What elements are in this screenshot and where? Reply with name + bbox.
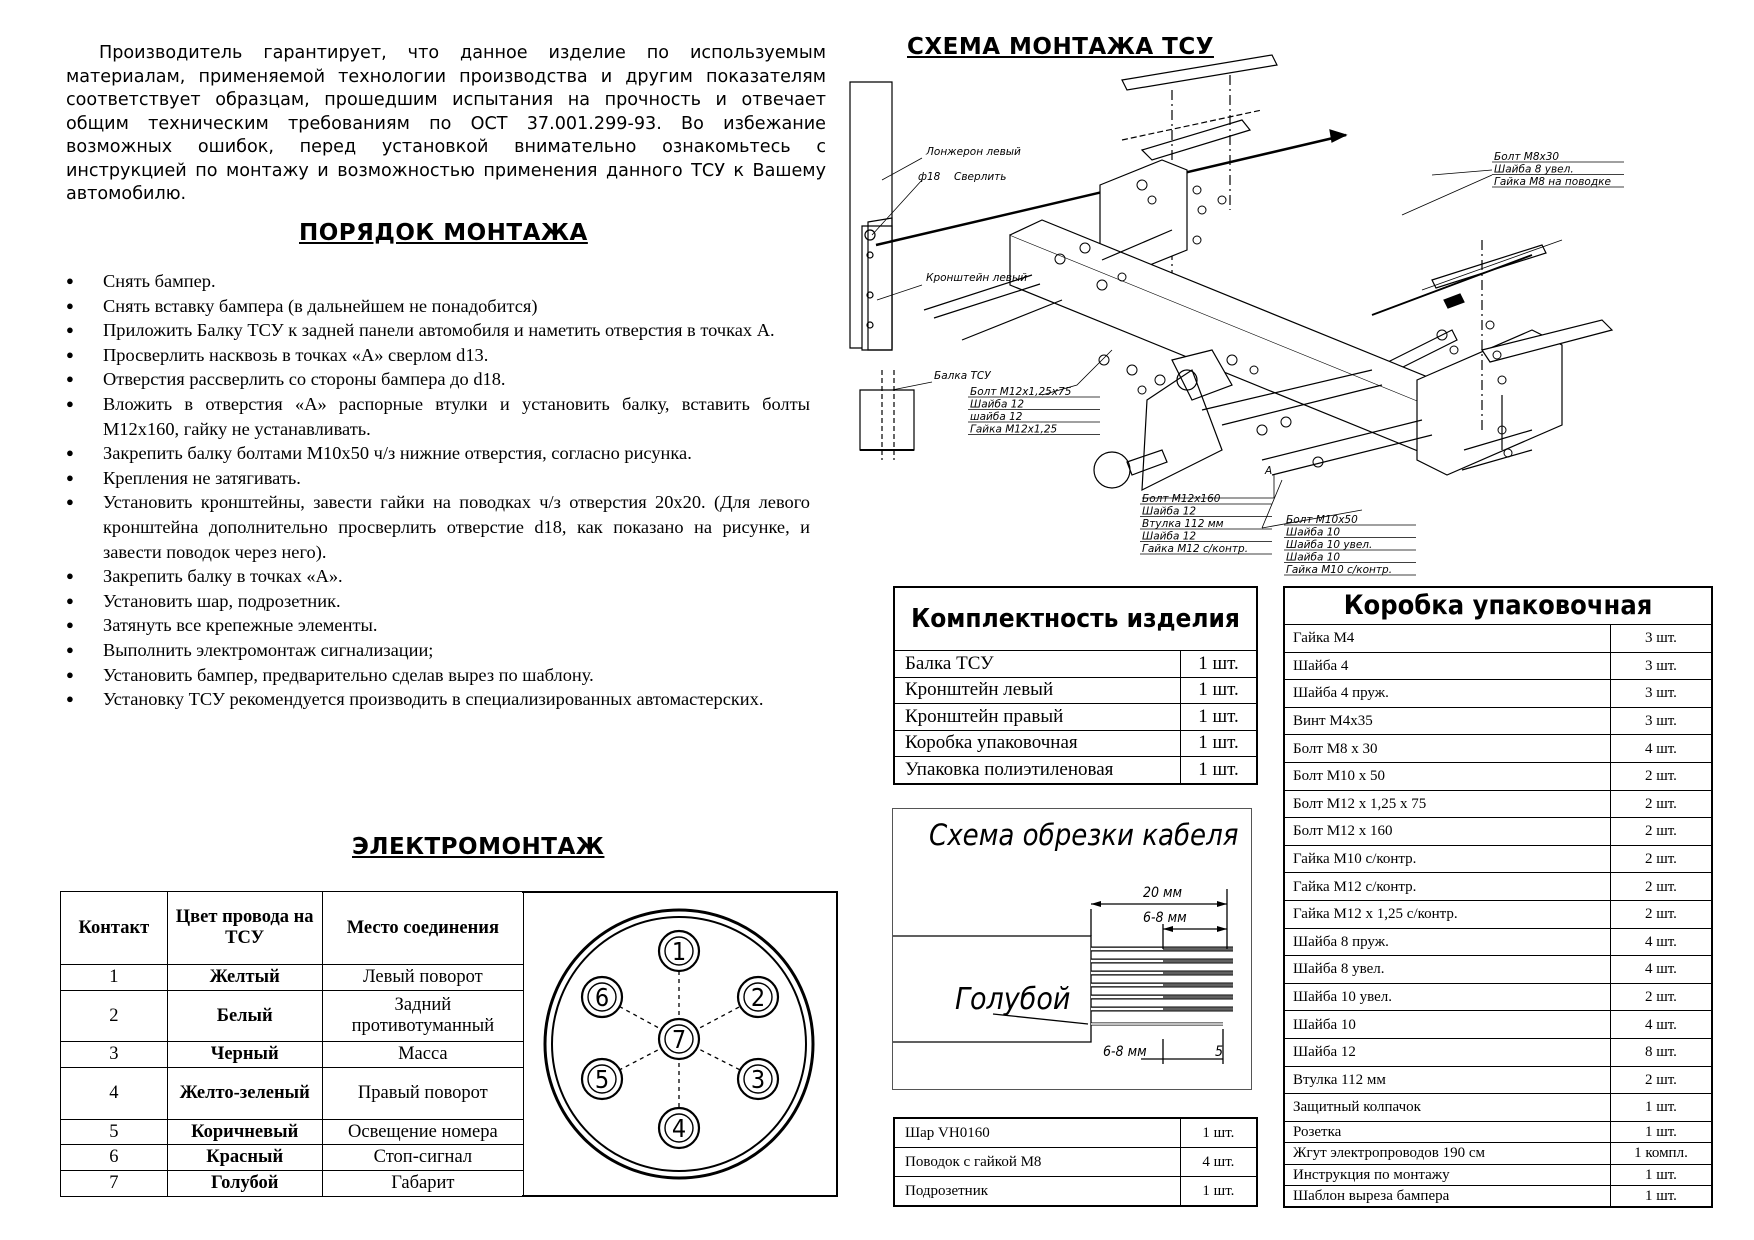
item-qty-cell: 4 шт. xyxy=(1610,956,1712,984)
fastener-label: шайба 12 xyxy=(970,411,1023,423)
item-name-cell: Гайка М10 с/контр. xyxy=(1284,845,1610,873)
electrical-heading: ЭЛЕКТРОМОНТАЖ xyxy=(352,834,605,860)
label-longeron: Лонжерон левый xyxy=(926,146,1021,158)
kit-table xyxy=(893,586,1258,785)
item-name-cell: Втулка 112 мм xyxy=(1284,1066,1610,1094)
item-name-cell: Шайба 4 xyxy=(1284,652,1610,680)
connection-place-cell: Левый поворот xyxy=(322,965,523,991)
wire-color-cell: Желто-зеленый xyxy=(167,1068,322,1120)
table-row xyxy=(894,1118,1257,1148)
connector-pin xyxy=(738,977,778,1017)
fastener-label: Гайка М12х1,25 xyxy=(970,423,1058,436)
scheme-heading: СХЕМА МОНТАЖА ТСУ xyxy=(907,34,1214,60)
item-name-cell: Защитный колпачок xyxy=(1284,1094,1610,1122)
pin-cell: 5 xyxy=(61,1119,168,1145)
table-row xyxy=(61,1171,524,1197)
item-name-cell: Шайба 10 увел. xyxy=(1284,983,1610,1011)
pin-cell: 3 xyxy=(61,1042,168,1068)
item-name-cell: Болт М8 х 30 xyxy=(1284,735,1610,763)
item-qty-cell: 2 шт. xyxy=(1610,900,1712,928)
connector-pin xyxy=(659,931,699,971)
pin-cell: 6 xyxy=(61,1145,168,1171)
fastener-label: Болт М10х50 xyxy=(1286,514,1358,526)
bullet-icon: ● xyxy=(66,469,74,485)
label-bracket-left: Кронштейн левый xyxy=(926,272,1028,284)
beam-end-left xyxy=(860,390,914,450)
fastener-label: Шайба 10 xyxy=(1286,551,1341,564)
table-row xyxy=(1284,928,1712,956)
fastener-label: Болт М12х1,25х75 xyxy=(970,386,1072,398)
connection-place-cell: Масса xyxy=(322,1042,523,1068)
step-item xyxy=(62,318,810,343)
step-text: Закрепить балку в точках «А». xyxy=(103,566,343,587)
table-row xyxy=(1284,873,1712,901)
step-item xyxy=(62,269,810,294)
item-qty-cell: 4 шт. xyxy=(1180,1148,1257,1177)
item-qty-cell: 1 шт. xyxy=(1610,1094,1712,1122)
item-qty-cell: 1 шт. xyxy=(1610,1186,1712,1208)
wire-label-blue: Голубой xyxy=(955,982,1071,1017)
connection-place-cell: Задний противотуманный xyxy=(322,990,523,1042)
item-qty-cell: 3 шт. xyxy=(1610,707,1712,735)
connector-pin xyxy=(582,1059,622,1099)
label-group-m8 xyxy=(1492,151,1624,188)
wire-color-cell: Голубой xyxy=(167,1171,322,1197)
step-item xyxy=(62,589,810,614)
table-row xyxy=(1284,1038,1712,1066)
table-row xyxy=(1284,1121,1712,1143)
cable-title: Схема обрезки кабеля xyxy=(929,818,1239,852)
pin-cell: 2 xyxy=(61,990,168,1042)
item-qty-cell: 4 шт. xyxy=(1610,928,1712,956)
step-text: Приложить Балку ТСУ к задней панели автомобиля и наметить отверстия в точках А. xyxy=(103,320,775,341)
item-qty-cell: 2 шт. xyxy=(1610,790,1712,818)
pin-number: 1 xyxy=(671,937,687,966)
step-text: Выполнить электромонтаж сигнализации; xyxy=(103,639,434,660)
item-name-cell: Шар VH0160 xyxy=(894,1118,1180,1148)
step-item xyxy=(62,613,810,638)
fastener-label: Болт М8х30 xyxy=(1494,151,1560,163)
table-row xyxy=(894,1177,1257,1207)
wire-color-cell: Красный xyxy=(167,1145,322,1171)
step-item xyxy=(62,687,810,712)
bullet-icon: ● xyxy=(66,322,74,338)
item-qty-cell: 2 шт. xyxy=(1610,762,1712,790)
step-text: Установку ТСУ рекомендуется производить в специализированных автомастерских. xyxy=(103,689,764,710)
dim-20mm: 20 мм xyxy=(1143,885,1183,901)
label-beam: Балка ТСУ xyxy=(934,370,991,382)
dim-6-8-bottom: 6-8 мм xyxy=(1103,1044,1147,1060)
table-row xyxy=(1284,900,1712,928)
label-drill: Сверлить xyxy=(954,171,1007,183)
item-name-cell: Шайба 4 пруж. xyxy=(1284,680,1610,708)
bullet-icon: ● xyxy=(66,691,74,707)
step-text: Установить бампер, предварительно сделав вырез по шаблону. xyxy=(103,664,594,685)
pin-number: 4 xyxy=(671,1114,687,1143)
header-connection-place: Место соединения xyxy=(322,892,523,965)
bullet-icon: ● xyxy=(66,617,74,633)
installation-heading: ПОРЯДОК МОНТАЖА xyxy=(299,220,588,246)
wire-color-cell: Коричневый xyxy=(167,1119,322,1145)
table-row xyxy=(1284,956,1712,984)
item-name-cell: Жгут электропроводов 190 см xyxy=(1284,1143,1610,1165)
item-name-cell: Шайба 10 xyxy=(1284,1011,1610,1039)
pin-cell: 7 xyxy=(61,1171,168,1197)
item-qty-cell: 1 шт. xyxy=(1180,730,1257,757)
table-row xyxy=(1284,818,1712,846)
step-item xyxy=(62,392,810,441)
table-row xyxy=(1284,790,1712,818)
table-row xyxy=(894,730,1257,757)
bullet-icon: ● xyxy=(66,641,74,657)
bullet-icon: ● xyxy=(66,371,74,387)
item-name-cell: Шайба 8 пруж. xyxy=(1284,928,1610,956)
wire-color-cell: Желтый xyxy=(167,965,322,991)
bullet-icon: ● xyxy=(66,494,74,510)
label-group-m10 xyxy=(1284,514,1416,576)
fastener-label: Шайба 10 xyxy=(1286,526,1341,539)
connection-place-cell: Освещение номера xyxy=(322,1119,523,1145)
item-qty-cell: 4 шт. xyxy=(1610,1011,1712,1039)
table-row xyxy=(1284,680,1712,708)
label-point-a: А xyxy=(1265,465,1273,477)
table-row xyxy=(1284,1143,1712,1165)
bullet-icon: ● xyxy=(66,395,74,411)
item-qty-cell: 1 шт. xyxy=(1180,757,1257,784)
extra-table xyxy=(893,1117,1258,1207)
installation-steps-list xyxy=(62,269,810,712)
connector-pin xyxy=(659,1108,699,1148)
table-row xyxy=(1284,1164,1712,1186)
item-name-cell: Балка ТСУ xyxy=(894,651,1180,678)
label-group-m12x125 xyxy=(968,386,1100,436)
item-qty-cell: 1 шт. xyxy=(1180,651,1257,678)
item-qty-cell: 3 шт. xyxy=(1610,652,1712,680)
connector-pin xyxy=(582,977,622,1017)
fastener-label: Гайка М8 на поводке xyxy=(1494,176,1611,188)
pin-number: 2 xyxy=(750,983,766,1012)
connector-pin xyxy=(659,1019,699,1059)
table-row xyxy=(894,1148,1257,1177)
wire-color-cell: Белый xyxy=(167,990,322,1042)
cable-cut-diagram xyxy=(892,808,1252,1090)
item-name-cell: Шайба 12 xyxy=(1284,1038,1610,1066)
item-qty-cell: 8 шт. xyxy=(1610,1038,1712,1066)
pin-number: 6 xyxy=(594,983,610,1012)
item-name-cell: Гайка М12 с/контр. xyxy=(1284,873,1610,901)
bullet-icon: ● xyxy=(66,297,74,313)
table-row xyxy=(1284,762,1712,790)
item-name-cell: Поводок с гайкой М8 xyxy=(894,1148,1180,1177)
fastener-label: Гайка М12 с/контр. xyxy=(1142,543,1249,555)
item-qty-cell: 2 шт. xyxy=(1610,983,1712,1011)
item-qty-cell: 2 шт. xyxy=(1610,818,1712,846)
bullet-icon: ● xyxy=(66,273,74,288)
item-qty-cell: 1 шт. xyxy=(1180,704,1257,731)
step-item xyxy=(62,564,810,589)
step-text: Снять вставку бампера (в дальнейшем не понадобится) xyxy=(103,295,538,316)
item-name-cell: Винт М4х35 xyxy=(1284,707,1610,735)
item-name-cell: Гайка М4 xyxy=(1284,625,1610,653)
item-qty-cell: 1 шт. xyxy=(1180,677,1257,704)
connection-place-cell: Правый поворот xyxy=(322,1068,523,1120)
pin-cell: 4 xyxy=(61,1068,168,1120)
connection-place-cell: Стоп-сигнал xyxy=(322,1145,523,1171)
installation-scheme-drawing xyxy=(842,50,1742,590)
step-item xyxy=(62,663,810,688)
fastener-label: Шайба 12 xyxy=(1142,530,1197,543)
table-row xyxy=(894,677,1257,704)
label-d18: ф18 xyxy=(918,171,941,183)
step-text: Крепления не затягивать. xyxy=(103,467,301,488)
pin-cell: 1 xyxy=(61,965,168,991)
step-text: Вложить в отверстия «А» распорные втулки и установить балку, вставить болты М12х160, гайку не устанавливать. xyxy=(103,393,810,439)
table-row xyxy=(1284,1011,1712,1039)
header-wire-color: Цвет провода на ТСУ xyxy=(167,892,322,965)
item-qty-cell: 1 шт. xyxy=(1610,1164,1712,1186)
table-row xyxy=(1284,707,1712,735)
step-text: Просверлить насквозь в точках «А» сверлом d13. xyxy=(103,344,489,365)
step-text: Установить шар, подрозетник. xyxy=(103,590,341,611)
item-name-cell: Упаковка полиэтиленовая xyxy=(894,757,1180,784)
item-qty-cell: 1 шт. xyxy=(1180,1177,1257,1207)
table-row xyxy=(894,757,1257,784)
table-row xyxy=(1284,845,1712,873)
connector-pin xyxy=(738,1059,778,1099)
fastener-label: Шайба 8 увел. xyxy=(1494,163,1574,176)
item-qty-cell: 4 шт. xyxy=(1610,735,1712,763)
item-qty-cell: 3 шт. xyxy=(1610,680,1712,708)
table-row xyxy=(1284,983,1712,1011)
item-name-cell: Розетка xyxy=(1284,1121,1610,1143)
step-text: Закрепить балку болтами М10х50 ч/з нижние отверстия, согласно рисунка. xyxy=(103,443,692,464)
item-name-cell: Инструкция по монтажу xyxy=(1284,1164,1610,1186)
fastener-label: Втулка 112 мм xyxy=(1142,518,1224,530)
item-name-cell: Кронштейн левый xyxy=(894,677,1180,704)
step-item xyxy=(62,367,810,392)
table-row xyxy=(61,990,524,1042)
table-row xyxy=(894,704,1257,731)
item-name-cell: Коробка упаковочная xyxy=(894,730,1180,757)
step-item xyxy=(62,294,810,319)
fastener-label: Болт М12х160 xyxy=(1142,493,1221,505)
fastener-label: Шайба 12 xyxy=(1142,505,1197,518)
fastener-label: Гайка М10 с/контр. xyxy=(1286,564,1393,576)
bullet-icon: ● xyxy=(66,592,74,608)
item-qty-cell: 1 шт. xyxy=(1180,1118,1257,1148)
step-text: Установить кронштейны, завести гайки на поводках ч/з отверстия 20х20. (Для левого кронштейна дополнительно просверлить отверстие d18, как показано на рисунке, и завести поводок через него). xyxy=(103,492,810,562)
bullet-icon: ● xyxy=(66,346,74,362)
label-group-m12x160 xyxy=(1140,493,1272,555)
bullet-icon: ● xyxy=(66,568,74,584)
table-row xyxy=(1284,652,1712,680)
item-name-cell: Кронштейн правый xyxy=(894,704,1180,731)
table-row xyxy=(61,1042,524,1068)
bullet-icon: ● xyxy=(66,666,74,682)
step-text: Снять бампер. xyxy=(103,271,216,291)
step-item xyxy=(62,490,810,564)
connector-diagram xyxy=(522,891,838,1197)
step-item xyxy=(62,466,810,491)
item-qty-cell: 1 шт. xyxy=(1610,1121,1712,1143)
table-row xyxy=(61,1119,524,1145)
step-item xyxy=(62,343,810,368)
item-qty-cell: 1 компл. xyxy=(1610,1143,1712,1165)
pin-number: 7 xyxy=(671,1025,687,1054)
box-table xyxy=(1283,586,1713,1208)
step-item xyxy=(62,441,810,466)
item-name-cell: Болт М12 х 1,25 х 75 xyxy=(1284,790,1610,818)
bullet-icon: ● xyxy=(66,445,74,461)
item-name-cell: Шайба 8 увел. xyxy=(1284,956,1610,984)
item-qty-cell: 3 шт. xyxy=(1610,625,1712,653)
wire-color-cell: Черный xyxy=(167,1042,322,1068)
item-name-cell: Болт М10 х 50 xyxy=(1284,762,1610,790)
pin-number: 5 xyxy=(594,1065,610,1094)
table-row xyxy=(61,1145,524,1171)
step-text: Затянуть все крепежные элементы. xyxy=(103,615,378,636)
wiring-header-row xyxy=(61,892,524,965)
table-row xyxy=(894,651,1257,678)
table-row xyxy=(1284,1094,1712,1122)
box-title: Коробка упаковочная xyxy=(1284,587,1712,625)
step-item xyxy=(62,638,810,663)
table-row xyxy=(1284,735,1712,763)
item-qty-cell: 2 шт. xyxy=(1610,873,1712,901)
item-name-cell: Болт М12 х 160 xyxy=(1284,818,1610,846)
fastener-label: Шайба 10 увел. xyxy=(1286,539,1373,551)
fastener-label: Шайба 12 xyxy=(970,398,1025,411)
item-qty-cell: 2 шт. xyxy=(1610,845,1712,873)
item-name-cell: Подрозетник xyxy=(894,1177,1180,1207)
header-contact: Контакт xyxy=(61,892,168,965)
pin-number: 3 xyxy=(750,1065,766,1094)
dim-6-8-top: 6-8 мм xyxy=(1143,910,1187,926)
intro-paragraph: Производитель гарантирует, что данное изделие по используемым материалам, применяемой технологии производства и другим показателям соответствует образцам, прошедшим испытания на прочность и отвечает общим техническим требованиям по ОСТ 37.001.299-93. Во избежание возможных ошибок, перед установкой внимательно ознакомьтесь с инструкцией по монтажу и возможностью применения данного ТСУ к Вашему автомобилю. xyxy=(66,43,826,204)
wiring-table xyxy=(60,891,524,1197)
table-row xyxy=(1284,625,1712,653)
table-row xyxy=(1284,1186,1712,1208)
step-text: Отверстия рассверлить со стороны бампера до d18. xyxy=(103,369,506,390)
kit-title: Комплектность изделия xyxy=(894,587,1257,651)
connection-place-cell: Габарит xyxy=(322,1171,523,1197)
table-row xyxy=(1284,1066,1712,1094)
item-name-cell: Шаблон выреза бампера xyxy=(1284,1186,1610,1208)
table-row xyxy=(61,965,524,991)
dim-5: 5 xyxy=(1215,1044,1224,1060)
item-qty-cell: 2 шт. xyxy=(1610,1066,1712,1094)
table-row xyxy=(61,1068,524,1120)
connector-svg xyxy=(522,893,836,1195)
item-name-cell: Гайка М12 х 1,25 с/контр. xyxy=(1284,900,1610,928)
